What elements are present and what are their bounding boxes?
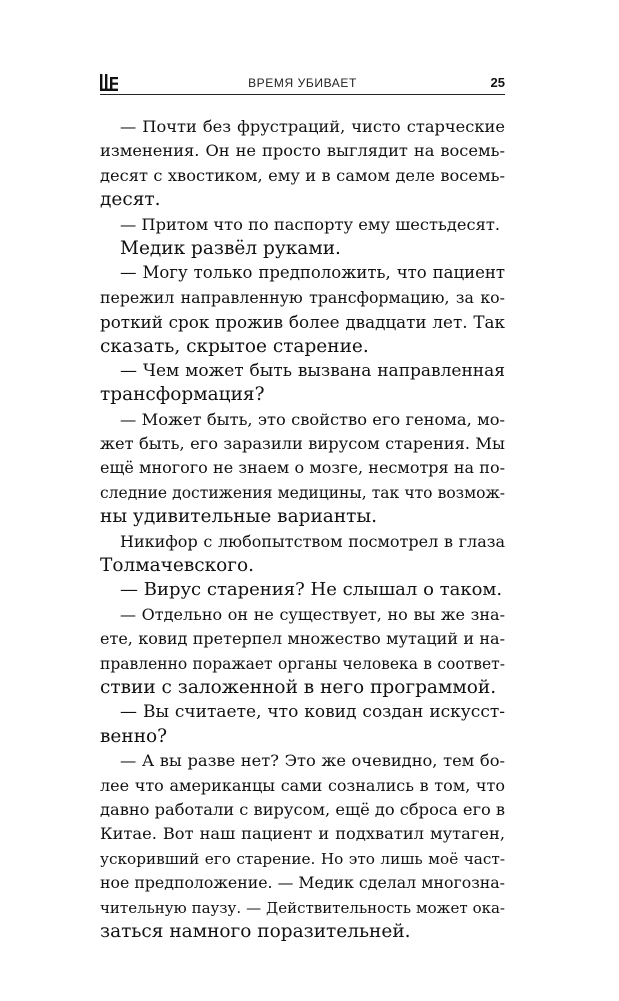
text-line: Толмачевского.: [100, 555, 255, 577]
text-line: — Отдельно он не существует, но вы же зна-: [120, 604, 505, 624]
text-line: — Могу только предположить, что пациент: [120, 263, 505, 283]
text-line: чительную паузу. — Действительность может ока-: [100, 898, 505, 917]
text-line: десят.: [100, 189, 161, 211]
text-line: роткий срок прожив более двадцати лет. Так: [100, 312, 505, 333]
body-text: [100, 115, 505, 944]
text-line: следние достижения медицины, так что возмож-: [100, 483, 505, 502]
text-line: — Притом что по паспорту ему шестьдесят.: [120, 214, 500, 234]
text-line: сказать, скрытое старение.: [100, 335, 369, 357]
text-line: ете, ковид претерпел множество мутаций и на-: [100, 629, 505, 649]
text-line: Китае. Вот наш пациент и подхватил мутаген,: [100, 824, 505, 844]
text-line: пережил направленную трансформацию, за ко-: [100, 287, 505, 307]
text-line: — Почти без фрустраций, чисто старческие: [120, 117, 505, 136]
text-line: Медик развёл руками.: [120, 237, 341, 259]
text-line: заться намного поразительней.: [100, 920, 411, 942]
text-line: жет быть, его заразили вирусом старения. Мы: [100, 434, 505, 454]
text-line: венно?: [100, 725, 168, 747]
text-line: — Вирус старения? Не слышал о таком.: [120, 579, 503, 601]
header-rule: [100, 94, 505, 95]
text-line: лее что американцы сами сознались в том, что: [100, 775, 505, 795]
text-line: ное предположение. — Медик сделал многозна-: [100, 873, 505, 893]
running-title: ВРЕМЯ УБИВАЕТ: [248, 76, 357, 90]
text-line: — А вы разве нет? Это же очевидно, тем бо-: [120, 751, 505, 771]
text-line: ны удивительные варианты.: [100, 506, 377, 528]
text-line: ствии с заложенной в него программой.: [100, 676, 497, 698]
text-line: ускоривший его старение. Но это лишь моё част-: [100, 849, 505, 868]
text-line: давно работали с вирусом, ещё до сброса его в: [100, 799, 506, 819]
text-line: — Вы считаете, что ковид создан искусст-: [120, 702, 505, 723]
text-line: — Может быть, это свойство его генома, мо-: [120, 409, 505, 429]
text-line: — Чем может быть вызвана направленная: [120, 360, 505, 381]
text-line: правленно поражает органы человека в соответ-: [100, 654, 505, 673]
text-line: изменения. Он не просто выглядит на восемь-: [100, 141, 505, 161]
text-line: Никифор с любопытством посмотрел в глаза: [120, 531, 505, 551]
text-line: ещё многого не знаем о мозге, несмотря на по-: [100, 458, 505, 478]
page-number: 25: [490, 75, 505, 90]
page-header: [100, 74, 505, 96]
text-line: трансформация?: [100, 384, 265, 406]
text-line: десят с хвостиком, ему и в самом деле восемь-: [100, 165, 505, 185]
